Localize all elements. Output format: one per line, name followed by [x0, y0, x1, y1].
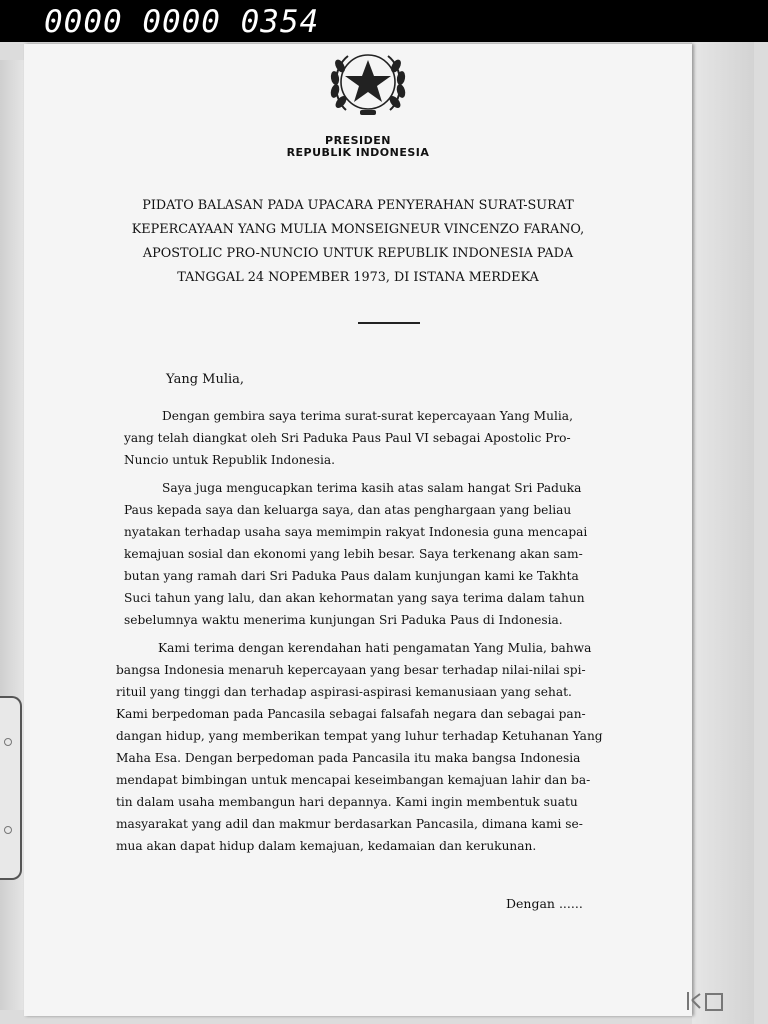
title-line: APOSTOLIC PRO-NUNCIO UNTUK REPUBLIK INDONESIA PADA — [142, 246, 574, 261]
binder-clip — [0, 696, 22, 880]
paragraph-line: Saya juga mengucapkan terima kasih atas salam hangat Sri Paduka — [162, 481, 582, 495]
paragraph-line: Paus kepada saya dan keluarga saya, dan atas penghargaan yang beliau — [124, 503, 572, 517]
paragraph-line: tin dalam usaha membangun hari depannya. Kami ingin membentuk suatu — [116, 795, 578, 809]
clip-hole-icon — [4, 738, 12, 746]
paragraph-line: bangsa Indonesia menaruh kepercayaan yang besar terhadap nilai-nilai spi- — [116, 663, 586, 677]
paragraph-line: sebelumnya waktu menerima kunjungan Sri Paduka Paus di Indonesia. — [124, 613, 563, 627]
paragraph-line: mendapat bimbingan untuk mencapai keseimbangan kemajuan lahir dan ba- — [116, 773, 591, 787]
letterhead-president: PRESIDEN — [325, 134, 391, 147]
paragraph-line: masyarakat yang adil dan makmur berdasarkan Pancasila, dimana kami se- — [116, 817, 583, 831]
paragraph-line: rituil yang tinggi dan terhadap aspirasi-aspirasi kemanusiaan yang sehat. — [116, 685, 572, 699]
title-line: PIDATO BALASAN PADA UPACARA PENYERAHAN SURAT-SURAT — [142, 198, 574, 213]
paragraph-line: Maha Esa. Dengan berpedoman pada Pancasila itu maka bangsa Indonesia — [116, 751, 581, 765]
microfilm-frame-number: 0000 0000 0354 — [44, 4, 320, 40]
paragraph-line: mua akan dapat hidup dalam kemajuan, kedamaian dan kerukunan. — [116, 839, 537, 853]
salutation: Yang Mulia, — [166, 372, 245, 387]
letterhead-republic: REPUBLIK INDONESIA — [286, 146, 430, 159]
paragraph-line: butan yang ramah dari Sri Paduka Paus dalam kunjungan kami ke Takhta — [124, 569, 579, 583]
paragraph-line: Kami berpedoman pada Pancasila sebagai falsafah negara dan sebagai pan- — [116, 707, 586, 721]
closing-continuation: Dengan ...... — [506, 896, 583, 911]
paragraph-line: Nuncio untuk Republik Indonesia. — [124, 453, 336, 467]
speech-title — [64, 194, 652, 290]
paragraph-line: nyatakan terhadap usaha saya memimpin rakyat Indonesia guna mencapai — [124, 525, 588, 539]
paragraph-line: Kami terima dengan kerendahan hati pengamatan Yang Mulia, bahwa — [158, 641, 592, 655]
paragraph-line: yang telah diangkat oleh Sri Paduka Paus Paul VI sebagai Apostolic Pro- — [124, 431, 571, 445]
corner-scribble-icon — [684, 986, 728, 1016]
paragraph-line: dangan hidup, yang memberikan tempat yang luhur terhadap Ketuhanan Yang — [116, 729, 603, 743]
title-line: KEPERCAYAAN YANG MULIA MONSEIGNEUR VINCENZO FARANO, — [131, 222, 585, 237]
clip-hole-icon — [4, 826, 12, 834]
title-divider — [358, 322, 420, 324]
adjacent-page-right — [692, 42, 754, 1024]
star-wreath-emblem-icon — [326, 44, 410, 124]
paragraph-line: Suci tahun yang lalu, dan akan kehormatan yang saya terima dalam tahun — [124, 591, 585, 605]
document-page — [24, 44, 692, 1016]
title-line: TANGGAL 24 NOPEMBER 1973, DI ISTANA MERDEKA — [177, 270, 539, 285]
paragraph-line: Dengan gembira saya terima surat-surat kepercayaan Yang Mulia, — [162, 409, 573, 423]
paragraph-line: kemajuan sosial dan ekonomi yang lebih besar. Saya terkenang akan sam- — [124, 547, 583, 561]
